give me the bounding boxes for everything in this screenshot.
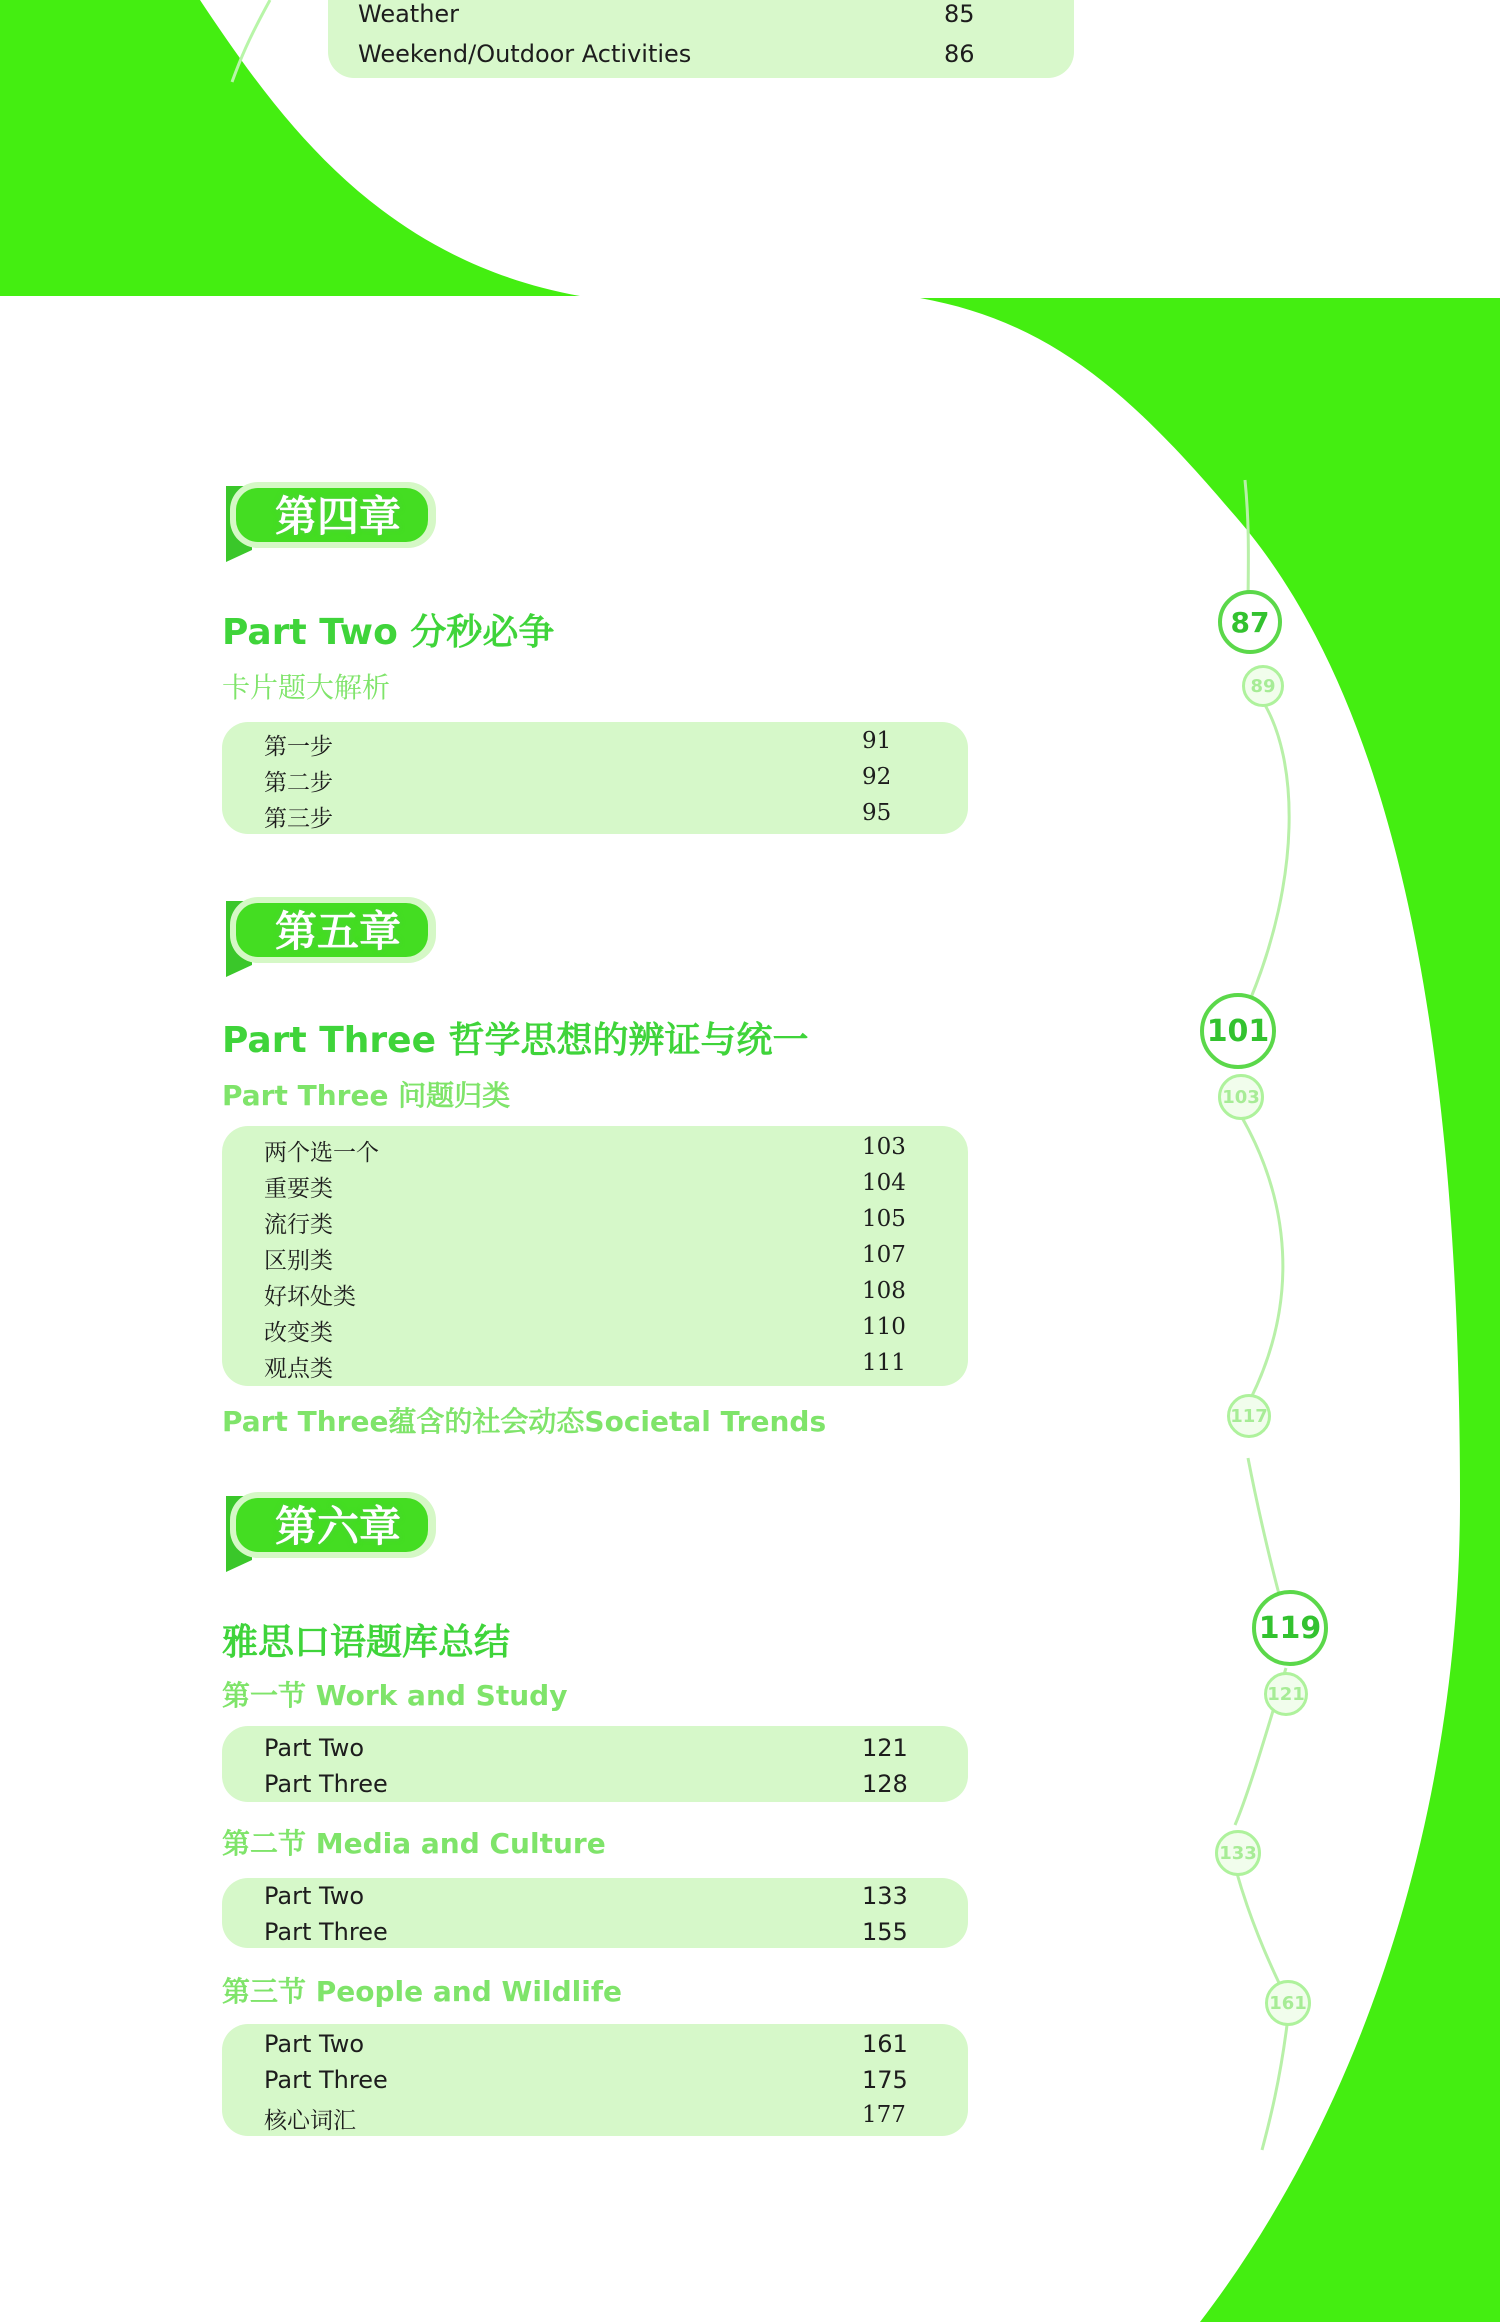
page-marker: 133 (1215, 1830, 1261, 1876)
item-label: 好坏处类 (264, 1284, 356, 1310)
chapter-label: 第四章 (274, 492, 401, 541)
item-label: Part Three (264, 1918, 388, 1946)
chapter4-list-box (222, 722, 968, 834)
item-page: 105 (862, 1206, 906, 1232)
item-label: 第二步 (264, 770, 333, 796)
item-page: 175 (862, 2066, 908, 2094)
chapter6-tab (222, 1490, 442, 1572)
item-page: 177 (862, 2102, 906, 2128)
section-heading: 第三节 People and Wildlife (222, 1975, 622, 2008)
chapter5-title: Part Three 哲学思想的辨证与统一 (222, 1020, 809, 1061)
item-page: 103 (862, 1134, 906, 1160)
chapter6-title: 雅思口语题库总结 (222, 1622, 511, 1663)
chapter5-extra: Part Three蕴含的社会动态Societal Trends (222, 1405, 827, 1438)
item-page: 92 (862, 764, 892, 790)
section-heading: 第二节 Media and Culture (222, 1827, 606, 1860)
item-label: 第三步 (264, 806, 333, 832)
item-page: 108 (862, 1278, 906, 1304)
chapter4-title: Part Two 分秒必争 (222, 612, 555, 653)
item-label: 区别类 (264, 1248, 333, 1274)
item-label: 两个选一个 (264, 1140, 379, 1166)
page-marker: 161 (1265, 1980, 1311, 2026)
item-page: 133 (862, 1882, 908, 1910)
page-marker: 121 (1264, 1672, 1308, 1716)
page-marker: 103 (1218, 1074, 1264, 1120)
item-page: 85 (944, 0, 975, 28)
chapter-label: 第六章 (274, 1502, 401, 1551)
item-label: Part Three (264, 1770, 388, 1798)
item-page: 121 (862, 1734, 908, 1762)
chapter4-tab (222, 480, 442, 562)
item-label: 观点类 (264, 1356, 333, 1382)
item-label: 重要类 (264, 1176, 333, 1202)
item-label: Part Two (264, 1882, 365, 1910)
item-page: 107 (862, 1242, 906, 1268)
item-label: Part Three (264, 2066, 388, 2094)
item-page: 95 (862, 800, 892, 826)
item-page: 104 (862, 1170, 906, 1196)
item-label: Part Two (264, 2030, 365, 2058)
item-label: 第一步 (264, 734, 333, 760)
item-page: 91 (862, 728, 892, 754)
item-page: 86 (944, 40, 975, 68)
page-marker: 101 (1200, 993, 1276, 1069)
page-marker: 89 (1242, 665, 1284, 707)
item-label: 改变类 (264, 1320, 333, 1346)
item-page: 128 (862, 1770, 908, 1798)
page-marker: 87 (1218, 590, 1282, 654)
chapter5-tab (222, 895, 442, 977)
chapter5-subtitle: Part Three 问题归类 (222, 1079, 511, 1112)
section-heading: 第一节 Work and Study (222, 1679, 568, 1712)
page-marker: 119 (1252, 1590, 1328, 1666)
page-marker: 117 (1227, 1394, 1271, 1438)
chapter-label: 第五章 (274, 907, 401, 956)
item-label: Weekend/Outdoor Activities (358, 40, 692, 68)
item-label: 流行类 (264, 1212, 333, 1238)
item-page: 161 (862, 2030, 908, 2058)
item-label: Part Two (264, 1734, 365, 1762)
item-label: Weather (358, 0, 460, 28)
item-page: 110 (862, 1314, 906, 1340)
item-label: 核心词汇 (264, 2108, 356, 2134)
item-page: 155 (862, 1918, 908, 1946)
chapter4-subtitle: 卡片题大解析 (222, 671, 391, 704)
item-page: 111 (862, 1350, 906, 1376)
